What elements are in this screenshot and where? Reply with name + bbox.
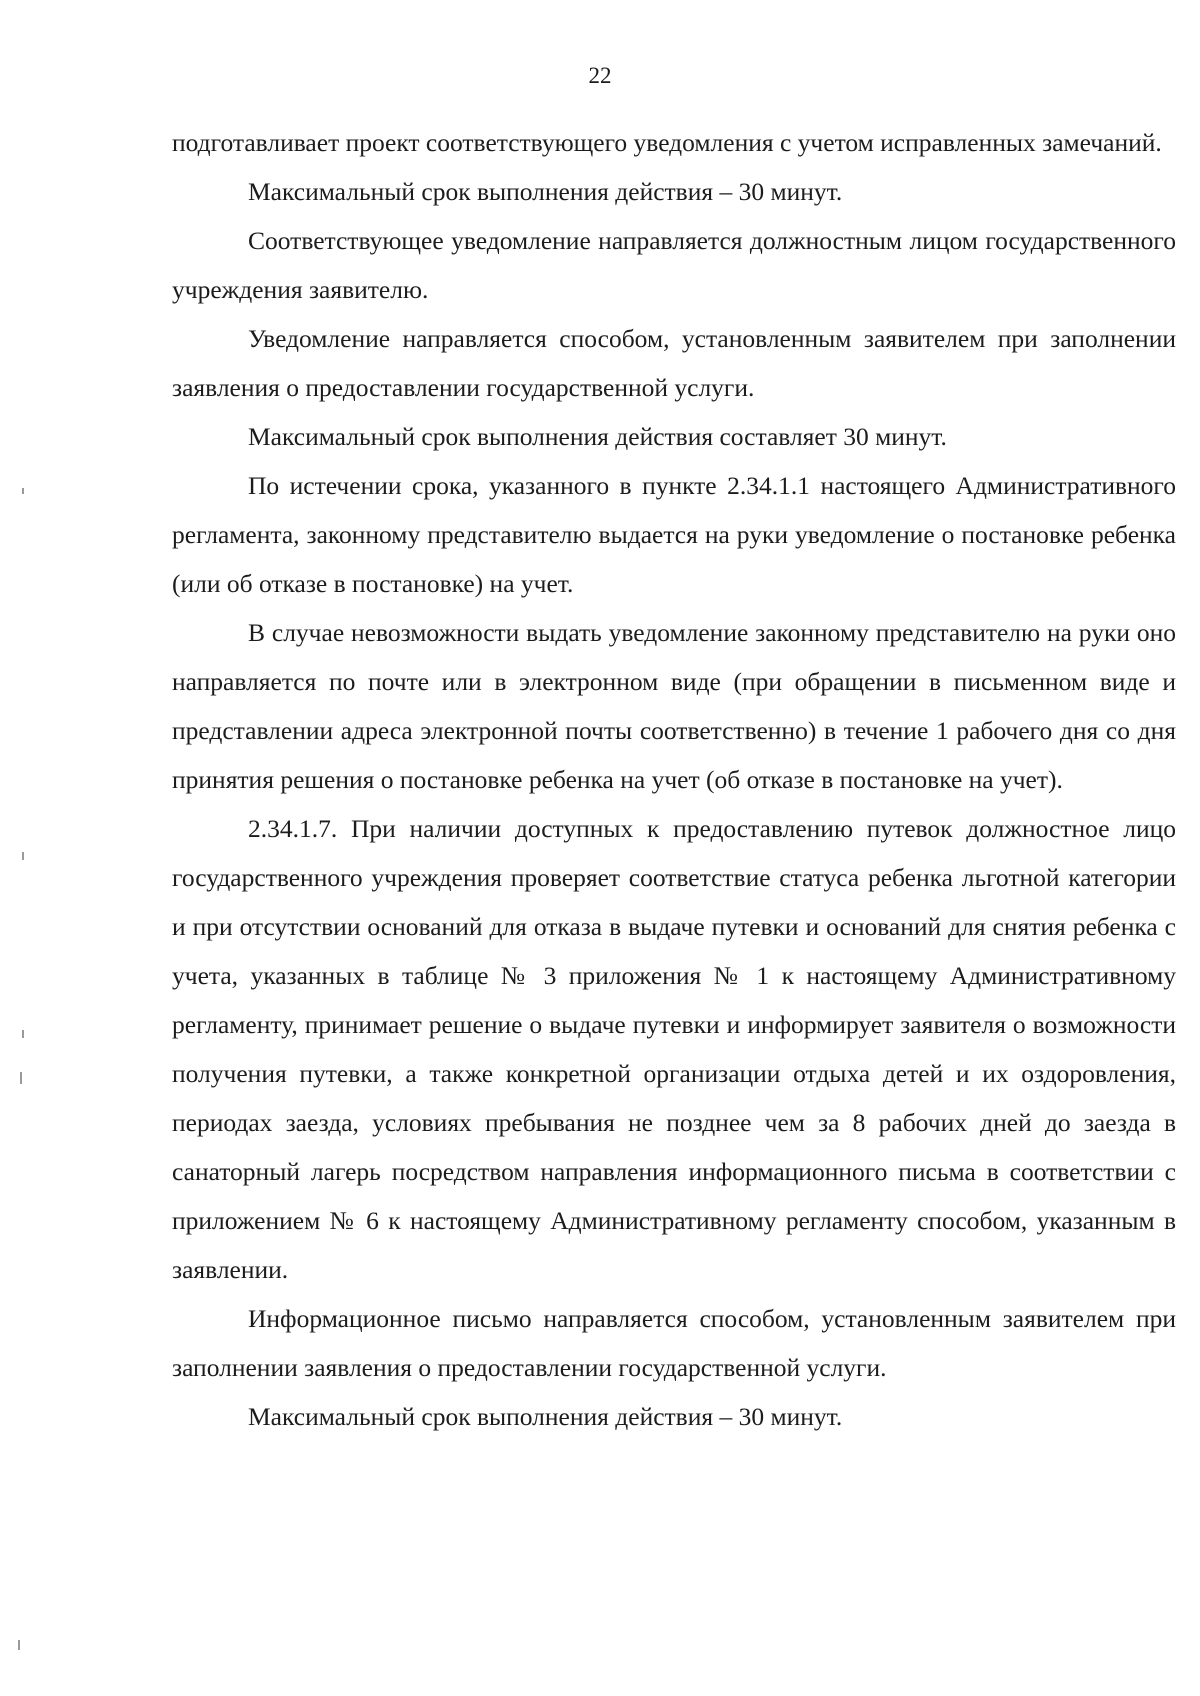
page-number: 22 [588,63,612,88]
document-body [172,118,1176,1441]
paragraph-max-time-1: Максимальный срок выполнения действия – 30 минут. [248,177,843,206]
scan-speck [20,1072,22,1084]
paragraph-notification-sent: Соответствующее уведомление направляется должностным лицом государственного учреждения заявителю. [172,226,1176,304]
scan-speck [18,1640,20,1650]
scan-speck [22,488,24,494]
paragraph-notification-handover: По истечении срока, указанного в пункте 2.34.1.1 настоящего Административного регламента, законному представителю выдается на руки уведомление о постановке ребенка (или об отказе в постановке) на учет. [172,471,1176,598]
paragraph-max-time-2: Максимальный срок выполнения действия составляет 30 минут. [248,422,947,451]
paragraph-info-letter: Информационное письмо направляется способом, установленным заявителем при заполнении заявления о предоставлении государственной услуги. [172,1304,1176,1382]
paragraph-notification-method: Уведомление направляется способом, установленным заявителем при заполнении заявления о предоставлении государственной услуги. [172,324,1176,402]
paragraph-notification-delivery: В случае невозможности выдать уведомление законному представителю на руки оно направляется по почте или в электронном виде (при обращении в письменном виде и представлении адреса электронной почты соответственно) в течение 1 рабочего дня со дня принятия решения о постановке ребенка на учет (об отказе в постановке на учет). [172,618,1176,794]
paragraph-clause-2-34-1-7: 2.34.1.7. При наличии доступных к предоставлению путевок должностное лицо государственного учреждения проверяет соответствие статуса ребенка льготной категории и при отсутствии оснований для отказа в выдаче путевки и оснований для снятия ребенка с учета, указанных в таблице № 3 приложения № 1 к настоящему Административному регламенту, принимает решение о выдаче путевки и информирует заявителя о возможности получения путевки, а также конкретной организации отдыха детей и их оздоровления, периодах заезда, условиях пребывания не позднее чем за 8 рабочих дней до заезда в санаторный лагерь посредством направления информационного письма в соответствии с приложением № 6 к настоящему Административному регламенту способом, указанным в заявлении. [172,814,1176,1284]
paragraph-continuation: подготавливает проект соответствующего уведомления с учетом исправленных замечаний. [172,128,1162,157]
scan-speck [22,852,24,860]
paragraph-max-time-3: Максимальный срок выполнения действия – 30 минут. [248,1402,843,1431]
scan-speck [22,1030,24,1038]
